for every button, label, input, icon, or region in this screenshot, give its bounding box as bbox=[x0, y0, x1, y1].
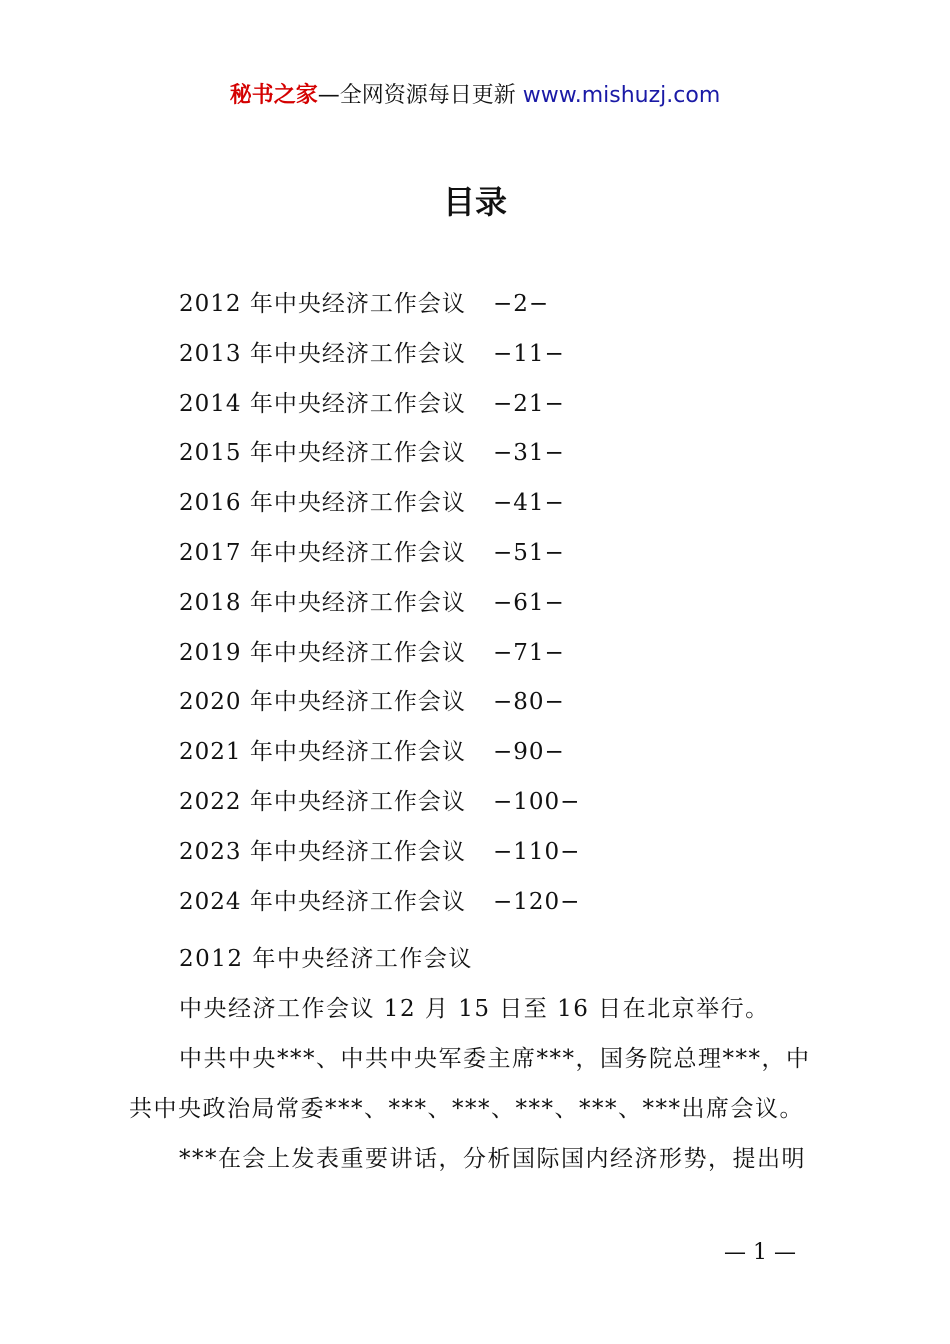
toc-entry-page: −110− bbox=[493, 838, 581, 865]
toc-entry-title: 2013 年中央经济工作会议 bbox=[179, 340, 466, 367]
toc-entry-title: 2017 年中央经济工作会议 bbox=[179, 539, 466, 566]
toc-entry[interactable] bbox=[179, 734, 679, 784]
site-url-link[interactable]: www.mishuzj.com bbox=[522, 83, 721, 108]
toc-entry[interactable] bbox=[179, 485, 679, 535]
toc-entry-page: −90− bbox=[493, 739, 565, 766]
toc-entry-page: −100− bbox=[493, 788, 581, 815]
toc-entry-title: 2021 年中央经济工作会议 bbox=[179, 739, 466, 766]
document-body bbox=[129, 934, 834, 1184]
toc-entry[interactable] bbox=[179, 834, 679, 884]
toc-entry[interactable] bbox=[179, 684, 679, 734]
toc-entry-page: −51− bbox=[493, 539, 565, 566]
page-number: — 1 — bbox=[724, 1240, 796, 1265]
toc-entry-title: 2012 年中央经济工作会议 bbox=[179, 291, 466, 317]
toc-entry-title: 2019 年中央经济工作会议 bbox=[179, 639, 466, 666]
toc-entry-title: 2022 年中央经济工作会议 bbox=[179, 788, 466, 815]
toc-entry-title: 2023 年中央经济工作会议 bbox=[179, 838, 466, 865]
toc-entry[interactable] bbox=[179, 286, 679, 336]
toc-entry[interactable] bbox=[179, 336, 679, 386]
body-paragraph: 中央经济工作会议 12 月 15 日至 16 日在北京举行。 bbox=[179, 996, 770, 1022]
toc-entry-title: 2014 年中央经济工作会议 bbox=[179, 390, 466, 417]
body-paragraph: 中共中央***、中共中央军委主席***，国务院总理***，中共中央政治局常委***、***、***、***、***、***出席会议。 bbox=[129, 1046, 811, 1122]
toc-entry-page: −80− bbox=[493, 689, 565, 716]
toc-entry-page: −31− bbox=[493, 440, 565, 467]
toc-entry[interactable] bbox=[179, 784, 679, 834]
toc-entry-page: −71− bbox=[493, 639, 565, 666]
toc-entry-page: −21− bbox=[493, 390, 565, 417]
toc-entry[interactable] bbox=[179, 435, 679, 485]
toc-entry-title: 2015 年中央经济工作会议 bbox=[179, 440, 466, 467]
section-heading: 2012 年中央经济工作会议 bbox=[179, 946, 473, 972]
toc-entry-page: −61− bbox=[493, 589, 565, 616]
table-of-contents bbox=[179, 286, 679, 933]
site-brand: 秘书之家 bbox=[229, 83, 318, 108]
toc-entry-page: −2− bbox=[493, 291, 550, 317]
toc-entry-title: 2018 年中央经济工作会议 bbox=[179, 589, 466, 616]
page-title: 目录 bbox=[442, 183, 507, 221]
toc-entry[interactable] bbox=[179, 386, 679, 436]
toc-entry-title: 2024 年中央经济工作会议 bbox=[179, 888, 466, 915]
toc-entry-title: 2020 年中央经济工作会议 bbox=[179, 689, 466, 716]
toc-entry[interactable] bbox=[179, 585, 679, 635]
toc-entry[interactable] bbox=[179, 535, 679, 585]
site-header bbox=[0, 80, 950, 112]
toc-entry[interactable] bbox=[179, 884, 679, 934]
site-slogan: —全网资源每日更新 bbox=[317, 83, 516, 108]
toc-entry-page: −11− bbox=[493, 340, 565, 367]
toc-entry[interactable] bbox=[179, 635, 679, 685]
toc-entry-page: −120− bbox=[493, 888, 581, 915]
body-paragraph: ***在会上发表重要讲话，分析国际国内经济形势，提出明 bbox=[179, 1146, 806, 1172]
toc-entry-title: 2016 年中央经济工作会议 bbox=[179, 490, 466, 517]
toc-entry-page: −41− bbox=[493, 490, 565, 517]
